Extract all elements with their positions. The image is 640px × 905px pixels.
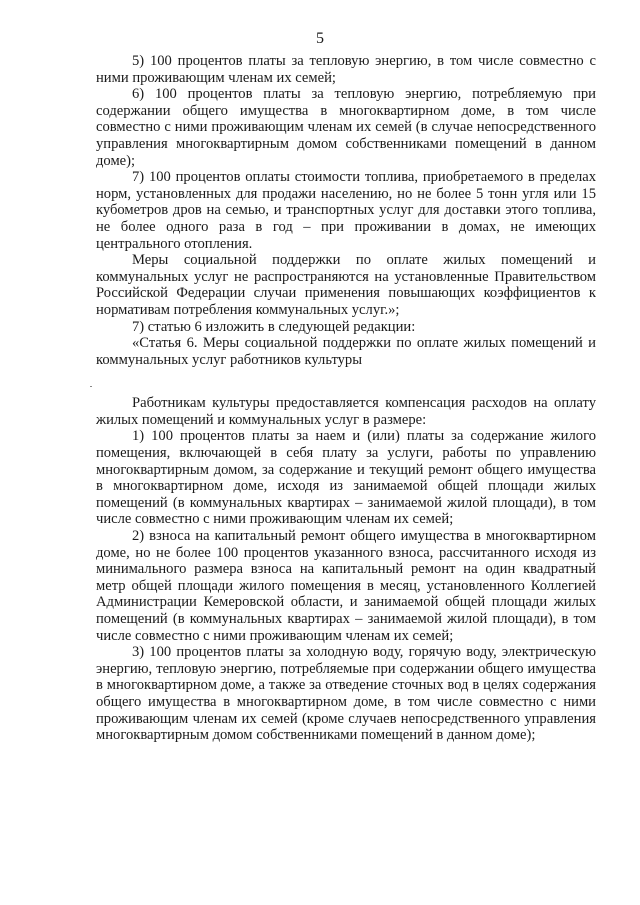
article-6-heading: «Статья 6. Меры социальной поддержки по оплате жилых помещений и коммунальных услуг работников культуры <box>96 335 596 368</box>
paragraph-item-5: 5) 100 процентов платы за тепловую энергию, в том числе совместно с ними проживающим членам их семей; <box>96 53 596 86</box>
paragraph-item-6: 6) 100 процентов платы за тепловую энергию, потребляемую при содержании общего имущества в многоквартирном доме, в том числе совместно с ними проживающим членам их семей (в случае непосредственного управления многоквартирным домом собственниками помещений в данном доме); <box>96 86 596 169</box>
section-gap <box>96 368 596 395</box>
paragraph-amendment-7: 7) статью 6 изложить в следующей редакции: <box>132 318 416 335</box>
paragraph-compensation-2: 2) взноса на капитальный ремонт общего имущества в многоквартирном доме, но не более 100 процентов указанного взноса, рассчитанного исходя из минимального размера взноса на капитальный ремонт на один квадратный метр общей площади жилого помещения в месяц, установленного Коллегией Администрации Кемеровской области, и занимаемой общей площади жилых помещений (в коммунальных квартирах – занимаемой жилой площади), в том числе совместно с ними проживающим членам их семей; <box>96 528 596 644</box>
paragraph-support-measures: Меры социальной поддержки по оплате жилых помещений и коммунальных услуг не распространяются на установленные Правительством Российской Федерации случаи применения повышающих коэффициентов к нормативам потребления коммунальных услуг.»; <box>96 252 596 318</box>
paragraph-compensation-intro: Работникам культуры предоставляется компенсация расходов на оплату жилых помещений и коммунальных услуг в размере: <box>96 395 596 428</box>
paragraph-compensation-1: 1) 100 процентов платы за наем и (или) платы за содержание жилого помещения, включающей в себя плату за услуги, работы по управлению многоквартирным домом, за содержание и текущий ремонт общего имущества в многоквартирном доме, исходя из занимаемой общей площади жилых помещений (в коммунальных квартирах – занимаемой жилой площади), в том числе совместно с ними проживающим членам их семей; <box>96 428 596 528</box>
paragraph-compensation-3: 3) 100 процентов платы за холодную воду, горячую воду, электрическую энергию, тепловую энергию, потребляемые при содержании общего имущества в многоквартирном доме, а также за отведение сточных вод в целях содержания общего имущества в многоквартирном доме, в том числе совместно с ними проживающим членам их семей (кроме случаев непосредственного управления многоквартирным домом собственниками помещений в данном доме); <box>96 644 596 744</box>
margin-mark <box>90 386 92 387</box>
document-body <box>96 53 596 744</box>
page-number: 5 <box>316 30 324 47</box>
paragraph-item-7: 7) 100 процентов оплаты стоимости топлива, приобретаемого в пределах норм, установленных для продажи населению, но не более 5 тонн угля или 15 кубометров дров на семью, и транспортных услуг для доставки этого топлива, не более одного раза в год – при проживании в домах, не имеющих центрального отопления. <box>96 169 596 252</box>
